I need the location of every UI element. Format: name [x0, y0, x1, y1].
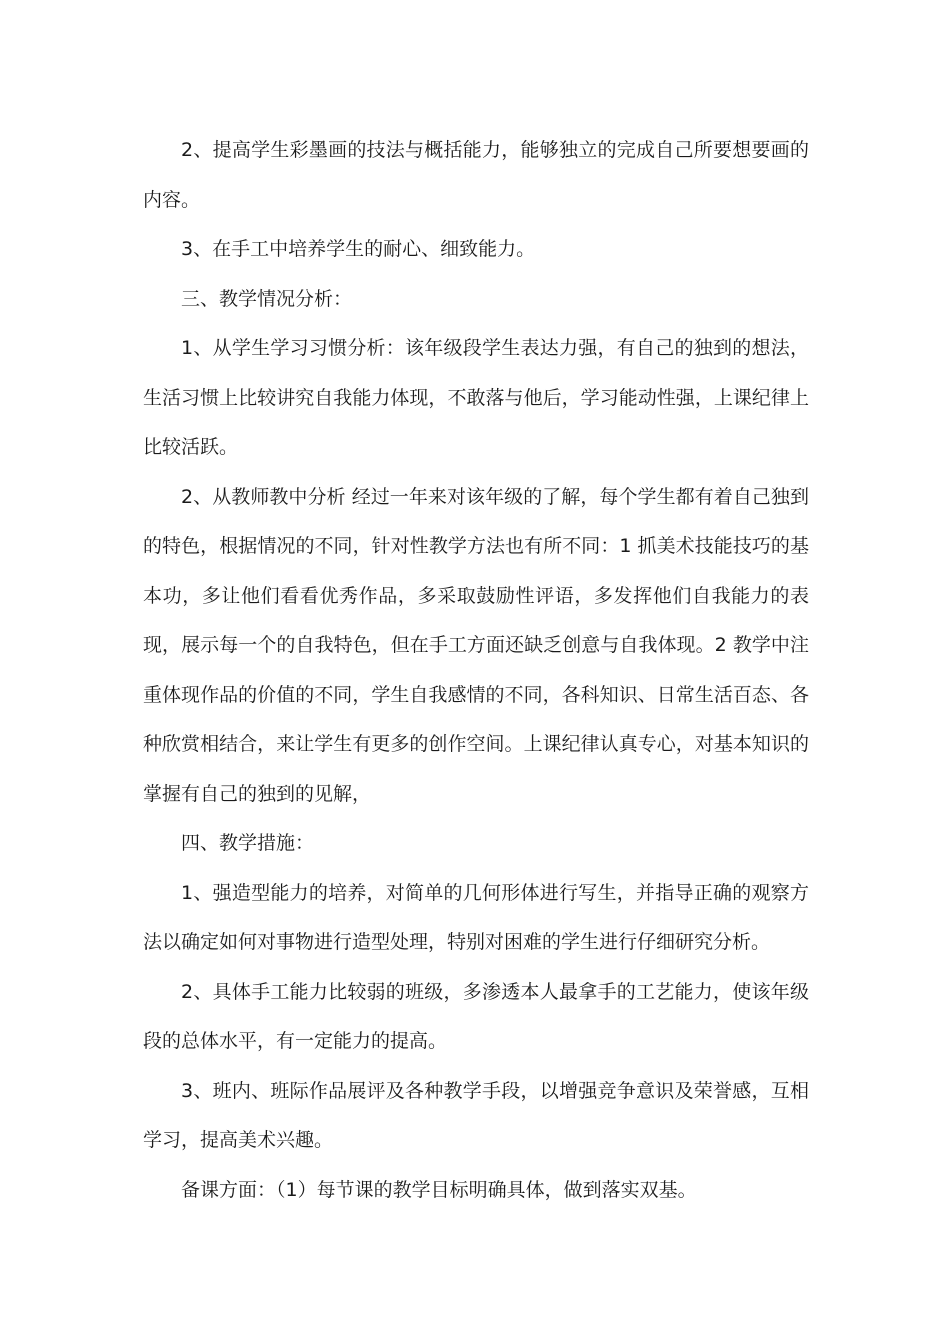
paragraph-analysis-1: 1、从学生学习习惯分析：该年级段学生表达力强，有自己的独到的想法，生活习惯上比较讲究自我能力体现，不敢落与他后，学习能动性强，上课纪律上比较活跃。 [143, 337, 809, 458]
paragraph-measure-1: 1、强造型能力的培养，对简单的几何形体进行写生，并指导正确的观察方法以确定如何对事物进行造型处理，特别对困难的学生进行仔细研究分析。 [143, 881, 809, 953]
paragraph-lesson-prep: 备课方面：（1）每节课的教学目标明确具体，做到落实双基。 [181, 1178, 697, 1201]
paragraph-measure-2: 2、具体手工能力比较弱的班级，多渗透本人最拿手的工艺能力，使该年级段的总体水平，有一定能力的提高。 [143, 980, 809, 1052]
document-body [143, 126, 809, 1215]
paragraph-goal-3: 3、在手工中培养学生的耐心、细致能力。 [181, 238, 536, 260]
paragraph-analysis-2: 2、从教师教中分析 经过一年来对该年级的了解，每个学生都有着自己独到的特色，根据情况的不同，针对性教学方法也有所不同：1 抓美术技能技巧的基本功，多让他们看看优秀作品，多采取鼓励性评语，多发挥他们自我能力的表现，展示每一个的自我特色，但在手工方面还缺乏创意与自我体现。2 教学中注重体现作品的价值的不同，学生自我感情的不同，各科知识、日常生活百态、各种欣赏相结合，来让学生有更多的创作空间。上课纪律认真专心，对基本知识的掌握有自己的独到的见解， [143, 485, 809, 805]
paragraph-measure-3: 3、班内、班际作品展评及各种教学手段，以增强竞争意识及荣誉感，互相学习，提高美术兴趣。 [143, 1079, 809, 1151]
paragraph-goal-2: 2、提高学生彩墨画的技法与概括能力，能够独立的完成自己所要想要画的内容。 [143, 139, 809, 211]
section-heading-analysis: 三、教学情况分析： [181, 287, 353, 310]
section-heading-measures: 四、教学措施： [181, 832, 315, 854]
